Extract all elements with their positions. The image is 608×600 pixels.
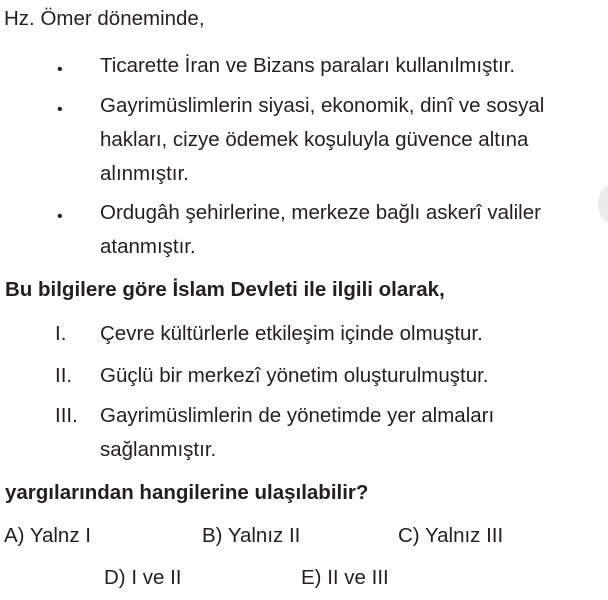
option-d[interactable]: D) I ve II	[104, 566, 182, 589]
option-c[interactable]: C) Yalnız III	[398, 524, 504, 547]
statement-3-line-2: sağlanmıştır.	[100, 438, 217, 461]
statement-numeral: I.	[55, 322, 67, 345]
bullet-1-line-1: Ticarette İran ve Bizans paraları kullanılmıştır.	[100, 54, 516, 77]
page-edge-shadow	[598, 186, 608, 222]
bullet-marker: •	[57, 208, 63, 225]
statement-3-line-1: Gayrimüslimlerin de yönetimde yer almaları	[100, 404, 495, 427]
bullet-2-line-1: Gayrimüslimlerin siyasi, ekonomik, dinî ve sosyal	[100, 94, 545, 117]
option-a[interactable]: A) Yalnz I	[4, 524, 91, 547]
option-b[interactable]: B) Yalnız II	[202, 524, 301, 547]
bullet-marker: •	[57, 61, 63, 78]
statement-numeral: II.	[55, 364, 73, 387]
bullet-3-line-2: atanmıştır.	[100, 235, 196, 258]
bullet-2-line-2: hakları, cizye ödemek koşuluyla güvence altına	[100, 128, 529, 151]
bullet-3-line-1: Ordugâh şehirlerine, merkeze bağlı askerî valiler	[100, 201, 541, 224]
question-end: yargılarından hangilerine ulaşılabilir?	[5, 481, 369, 504]
bullet-2-line-3: alınmıştır.	[100, 162, 189, 185]
option-e[interactable]: E) II ve III	[301, 566, 389, 589]
statement-numeral: III.	[55, 404, 78, 427]
bullet-marker: •	[57, 101, 63, 118]
question-lead: Bu bilgilere göre İslam Devleti ile ilgili olarak,	[5, 278, 445, 301]
statement-1-line-1: Çevre kültürlerle etkileşim içinde olmuştur.	[100, 322, 483, 345]
intro-text: Hz. Ömer döneminde,	[4, 7, 205, 30]
statement-2-line-1: Güçlü bir merkezî yönetim oluşturulmuştur.	[100, 364, 489, 387]
